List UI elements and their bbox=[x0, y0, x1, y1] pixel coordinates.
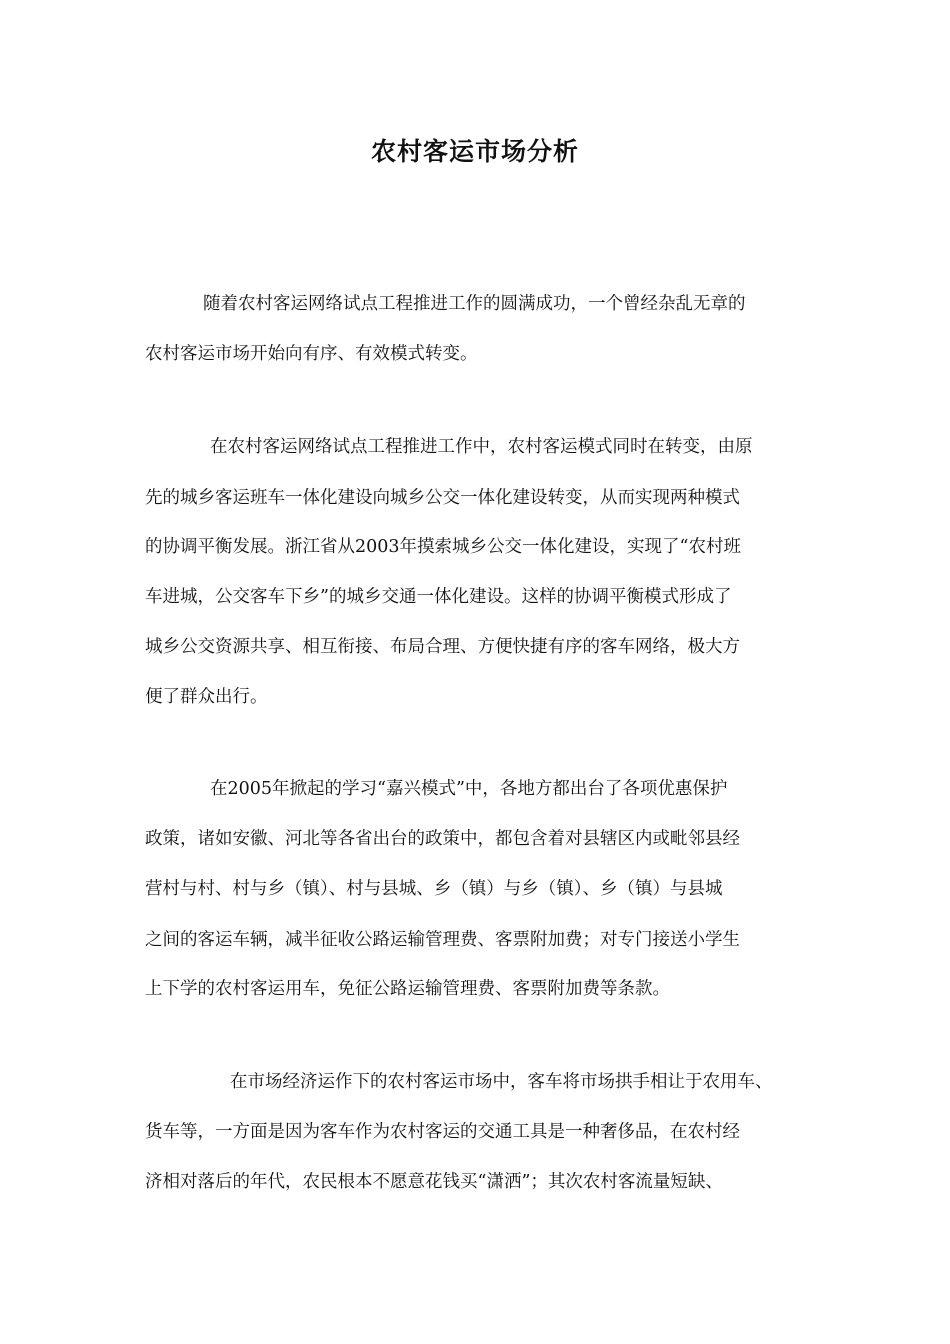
paragraph-4-line-1: 在市场经济运作下的农村客运市场中，客车将市场拱手相让于农用车、 bbox=[230, 1072, 773, 1092]
paragraph-2-line-5: 城乡公交资源共享、相互衔接、布局合理、方便快捷有序的客车网络，极大方 bbox=[145, 637, 740, 657]
paragraph-3-line-5: 上下学的农村客运用车，免征公路运输管理费、客票附加费等条款。 bbox=[145, 979, 670, 999]
paragraph-3-line-4: 之间的客运车辆，减半征收公路运输管理费、客票附加费；对专门接送小学生 bbox=[145, 930, 740, 950]
paragraph-3-line-3: 营村与村、村与乡（镇）、村与县城、乡（镇）与乡（镇）、乡（镇）与县城 bbox=[145, 879, 723, 899]
paragraph-2-line-3: 的协调平衡发展。浙江省从2003年摸索城乡公交一体化建设，实现了“农村班 bbox=[145, 537, 741, 557]
paragraph-4-line-2: 货车等，一方面是因为客车作为农村客运的交通工具是一种奢侈品，在农村经 bbox=[145, 1122, 740, 1142]
paragraph-1-line-1: 随着农村客运网络试点工程推进工作的圆满成功，一个曾经杂乱无章的 bbox=[203, 294, 746, 314]
paragraph-3-line-1: 在2005年掀起的学习“嘉兴模式”中，各地方都出台了各项优惠保护 bbox=[210, 779, 728, 799]
paragraph-2-line-2: 先的城乡客运班车一体化建设向城乡公交一体化建设转变，从而实现两种模式 bbox=[145, 488, 740, 508]
paragraph-1-line-2: 农村客运市场开始向有序、有效模式转变。 bbox=[145, 344, 478, 364]
paragraph-4-line-3: 济相对落后的年代，农民根本不愿意花钱买“潇洒”；其次农村客流量短缺、 bbox=[145, 1172, 723, 1192]
paragraph-2-line-1: 在农村客运网络试点工程推进工作中，农村客运模式同时在转变，由原 bbox=[210, 437, 753, 457]
paragraph-2-line-6: 便了群众出行。 bbox=[145, 687, 268, 707]
paragraph-2-line-4: 车进城，公交客车下乡”的城乡交通一体化建设。这样的协调平衡模式形成了 bbox=[145, 587, 732, 607]
paragraph-3-line-2: 政策，诸如安徽、河北等各省出台的政策中，都包含着对县辖区内或毗邻县经 bbox=[145, 829, 740, 849]
document-title: 农村客运市场分析 bbox=[370, 137, 579, 166]
